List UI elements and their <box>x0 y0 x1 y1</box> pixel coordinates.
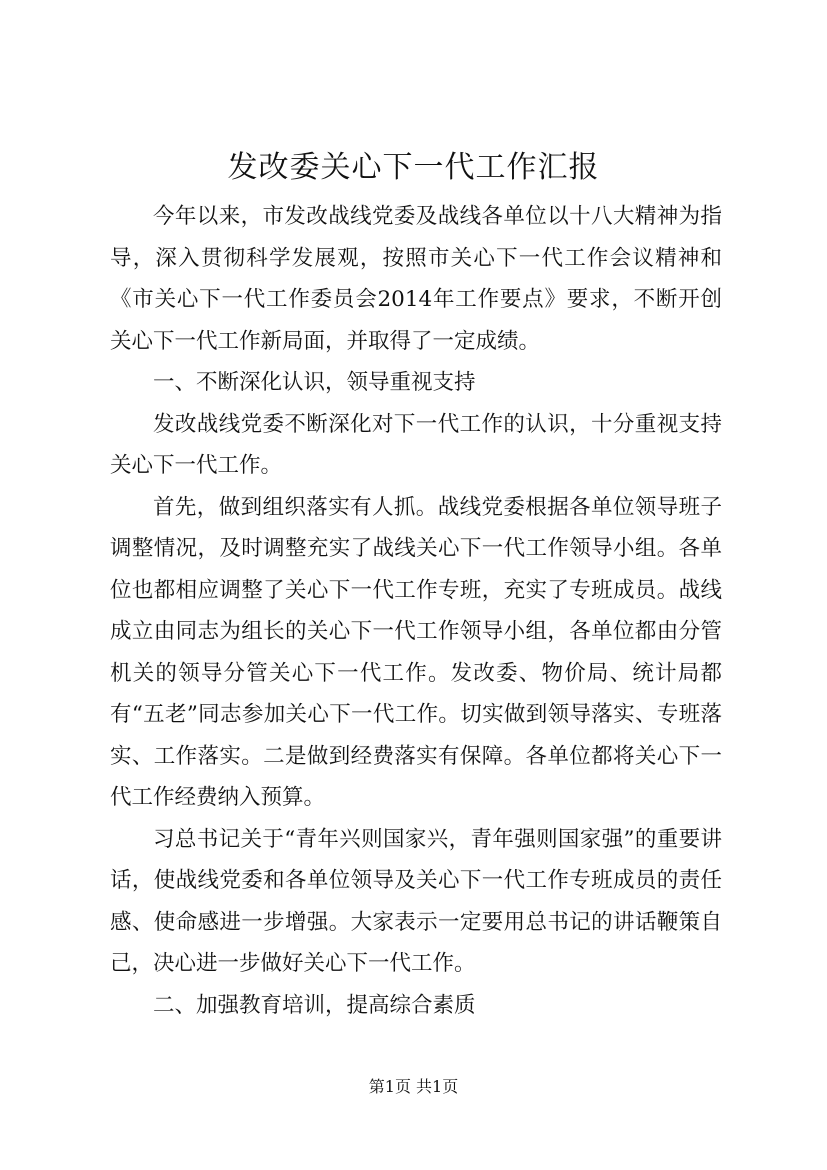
document-body <box>110 196 722 1026</box>
paragraph-intro: 今年以来，市发改战线党委及战线各单位以十八大精神为指导，深入贯彻科学发展观，按照市关心下一代工作会议精神和《市关心下一代工作委员会2014年工作要点》要求，不断开创关心下一代工作新局面，并取得了一定成绩。 <box>110 204 722 354</box>
section-heading-1: 一、不断深化认识，领导重视支持 <box>153 370 476 395</box>
paragraph-speech: 习总书记关于“青年兴则国家兴，青年强则国家强”的重要讲话，使战线党委和各单位领导及关心下一代工作专班成员的责任感、使命感进一步增强。大家表示一定要用总书记的讲话鞭策自己，决心进一步做好关心下一代工作。 <box>110 826 722 976</box>
paragraph-organization: 首先，做到组织落实有人抓。战线党委根据各单位领导班子调整情况，及时调整充实了战线关心下一代工作领导小组。各单位也都相应调整了关心下一代工作专班，充实了专班成员。战线成立由同志为组长的关心下一代工作领导小组，各单位都由分管机关的领导分管关心下一代工作。发改委、物价局、统计局都有“五老”同志参加关心下一代工作。切实做到领导落实、专班落实、工作落实。二是做到经费落实有保障。各单位都将关心下一代工作经费纳入预算。 <box>110 494 722 810</box>
section-heading-2: 二、加强教育培训，提高综合素质 <box>153 992 476 1018</box>
page-footer: 第1页 共1页 <box>368 1077 459 1096</box>
paragraph-section-1: 发改战线党委不断深化对下一代工作的认识，十分重视支持关心下一代工作。 <box>110 411 722 478</box>
document-title: 发改委关心下一代工作汇报 <box>227 150 600 185</box>
